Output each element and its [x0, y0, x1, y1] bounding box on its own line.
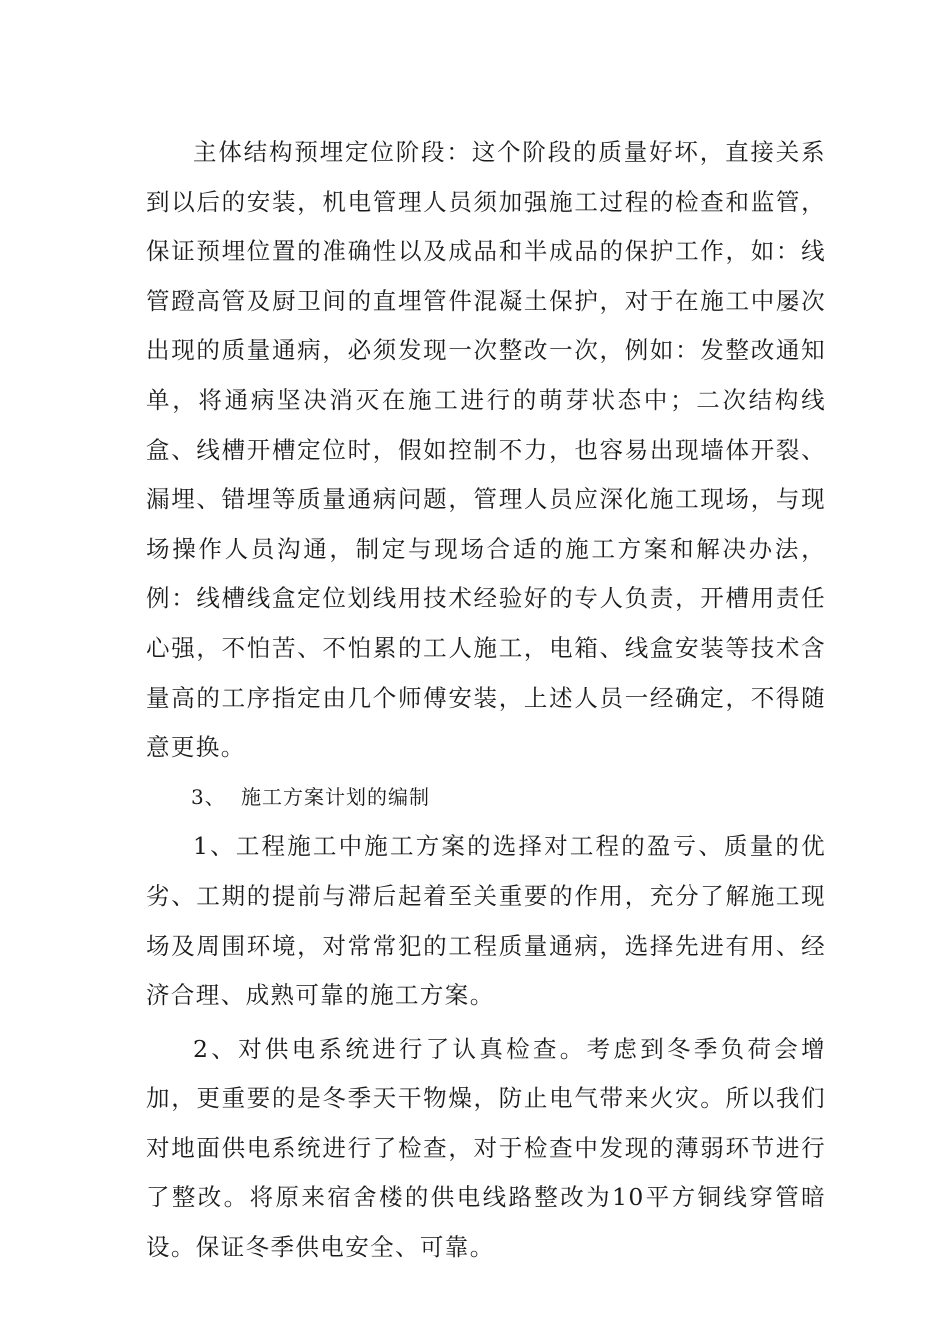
paragraph-power-supply: 2、对供电系统进行了认真检查。考虑到冬季负荷会增加，更重要的是冬季天干物燥，防止电气带来火灾。所以我们对地面供电系统进行了检查，对于检查中发现的薄弱环节进行了整改。将原来宿舍楼的供电线路整改为10平方铜线穿管暗设。保证冬季供电安全、可靠。 [146, 1034, 826, 1262]
paragraph-embedded-positioning: 主体结构预埋定位阶段：这个阶段的质量好坏，直接关系到以后的安装，机电管理人员须加强施工过程的检查和监管，保证预埋位置的准确性以及成品和半成品的保护工作，如：线管蹬高管及厨卫间的直埋管件混凝土保护，对于在施工中屡次出现的质量通病，必须发现一次整改一次，例如：发整改通知单，将通病坚决消灭在施工进行的萌芽状态中；二次结构线盒、线槽开槽定位时，假如控制不力，也容易出现墙体开裂、漏埋、错埋等质量通病问题，管理人员应深化施工现场，与现场操作人员沟通，制定与现场合适的施工方案和解决办法，例：线槽线盒定位划线用技术经验好的专人负责，开槽用责任心强，不怕苦、不怕累的工人施工，电箱、线盒安装等技术含量高的工序指定由几个师傅安装，上述人员一经确定，不得随意更换。 [146, 138, 826, 762]
document-body [146, 128, 826, 1273]
section-heading-number: 3、 [191, 784, 226, 809]
paragraph-construction-plan: 1、工程施工中施工方案的选择对工程的盈亏、质量的优劣、工期的提前与滞后起着至关重要的作用，充分了解施工现场及周围环境，对常常犯的工程质量通病，选择先进有用、经济合理、成熟可靠的施工方案。 [146, 832, 826, 1010]
section-heading-title: 施工方案计划的编制 [241, 784, 430, 809]
section-heading [146, 773, 826, 823]
